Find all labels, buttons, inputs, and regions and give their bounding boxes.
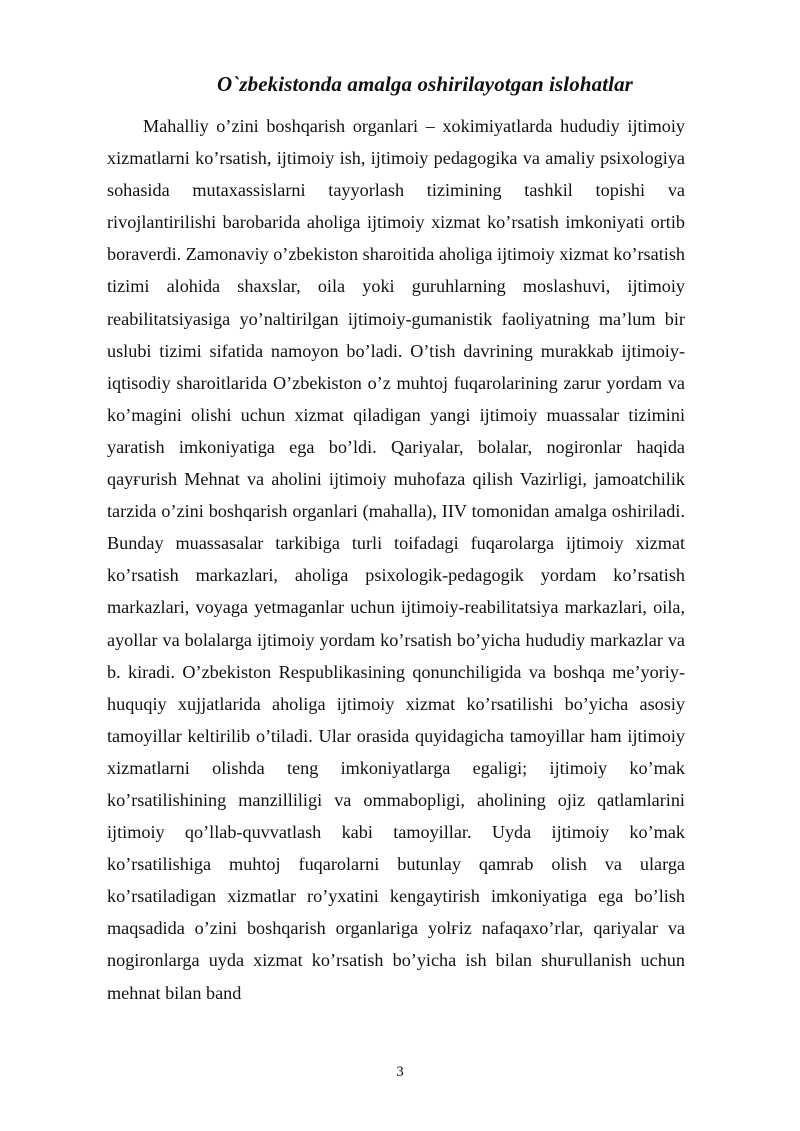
page-number: 3 [396,1064,404,1080]
page-title: O`zbekistonda amalga oshirilayotgan islohatlar [217,72,633,96]
body-paragraph: Mahalliy o’zini boshqarish organlari – xokimiyatlarda hududiy ijtimoiy xizmatlarni ko’rsatish, ijtimoiy ish, ijtimoiy pedagogika va amaliy psixologiya sohasida mutaxassislarni tayyorlash tizimining tashkil topishi va rivojlantirilishi barobarida aholiga ijtimoiy xizmat ko’rsatish imkoniyati ortib boraverdi. Zamonaviy o’zbekiston sharoitida aholiga ijtimoiy xizmat ko’rsatish tizimi alohida shaxslar, oila yoki guruhlarning moslashuvi, ijtimoiy reabilitatsiyasiga yo’naltirilgan ijtimoiy-gumanistik faoliyatning ma’lum bir uslubi tizimi sifatida namoyon bo’ladi. O’tish davrining murakkab ijtimoiy-iqtisodiy sharoitlarida O’zbekiston o’z muhtoj fuqarolarining zarur yordam va ko’magini olishi uchun xizmat qiladigan yangi ijtimoiy muassalar tizimini yaratish imkoniyatiga ega bo’ldi. Qariyalar, bolalar, nogironlar haqida qayғurish Mehnat va aholini ijtimoiy muhofaza qilish Vazirligi, jamoatchilik tarzida o’zini boshqarish organlari (mahalla), IIV tomonidan amalga oshiriladi. Bunday muassasalar tarkibiga turli toifadagi fuqarolarga ijtimoiy xizmat ko’rsatish markazlari, aholiga psixologik-pedagogik yordam ko’rsatish markazlari, voyaga yetmaganlar uchun ijtimoiy-reabilitatsiya markazlari, oila, ayollar va bolalarga ijtimoiy yordam ko’rsatish bo’yicha hududiy markazlar va b. kiradi. O’zbekiston Respublikasining qonunchiligida va boshqa me’yoriy-huquqiy xujjatlarida aholiga ijtimoiy xizmat ko’rsatilishi bo’yicha asosiy tamoyillar keltirilib o’tiladi. Ular orasida quyidagicha tamoyillar ham ijtimoiy xizmatlarni olishda teng imkoniyatlarga egaligi; ijtimoiy ko’mak ko’rsatilishining manzilliligi va ommabopligi, aholining ojiz qatlamlarini ijtimoiy qo’llab-quvvatlash kabi tamoyillar. Uyda ijtimoiy ko’mak ko’rsatilishiga muhtoj fuqarolarni butunlay qamrab olish va ularga ko’rsatiladigan xizmatlar ro’yxatini kengaytirish imkoniyatiga ega bo’lish maqsadida o’zini boshqarish organlariga yolғiz nafaqaxo’rlar, qariyalar va nogironlarga uyda xizmat ko’rsatish bo’yicha ish bilan shuғullanish uchun mehnat bilan band [107,116,685,1003]
